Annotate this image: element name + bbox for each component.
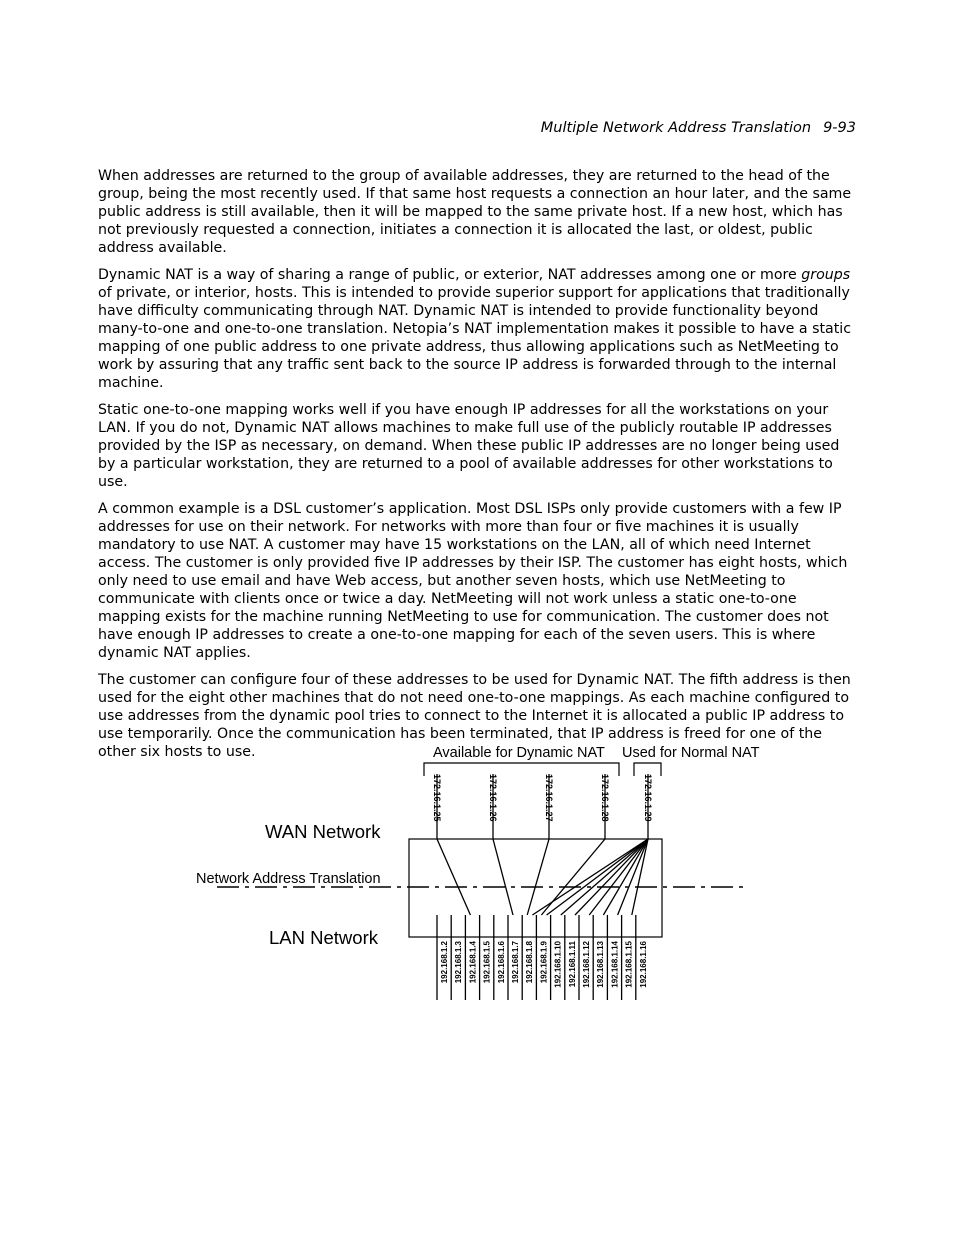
dynamic-mapping-line [437, 839, 470, 915]
private-address-label: 192.168.1.12 [582, 941, 591, 988]
private-address-label: 192.168.1.2 [440, 941, 449, 984]
private-address-label: 192.168.1.6 [496, 941, 506, 984]
dynamic-mapping-line [493, 839, 513, 915]
private-address-label: 192.168.1.10 [553, 941, 563, 988]
public-address-label: 172.16.1.27 [544, 774, 554, 822]
private-address-group [437, 915, 648, 1000]
private-address-label: 192.168.1.7 [511, 941, 520, 984]
paragraph-dynamic-nat-start: Dynamic NAT is a way of sharing a range of public, or exterior, NAT addresses among one or more [98, 267, 802, 283]
chapter-title: Multiple Network Address Translation [540, 120, 812, 136]
emphasis-groups: groups [801, 267, 851, 283]
public-address-label: 172.16.1.28 [600, 774, 610, 822]
public-address-label: 172.16.1.29 [643, 774, 653, 822]
mapping-lines [437, 839, 648, 915]
private-address-label: 192.168.1.9 [539, 941, 549, 984]
nat-label: Network Address Translation [196, 871, 381, 887]
paragraph-dsl-example: A common example is a DSL customer’s application. Most DSL ISPs only provide customers with a few IP addresses for use on their network. For networks with more than four or five machines it is usually mandatory to use NAT. A customer may have 15 workstations on the LAN, all of which need Internet access. The customer is only provided five IP addresses by their ISP. The customer has eight hosts, which only need to use email and have Web access, but another seven hosts, which use NetMeeting to communicate with clients once or twice a day. NetMeeting will not work unless a static one-to-one mapping exists for the machine running NetMeeting to use for communication. The customer does not have enough IP addresses to create a one-to-one mapping for each of the seven users. This is where dynamic NAT applies. [98, 501, 848, 661]
private-address-label: 192.168.1.14 [610, 941, 620, 988]
normal-nat-label: Used for Normal NAT [622, 745, 760, 761]
private-address-label: 192.168.1.11 [567, 941, 577, 988]
paragraph-static-mapping: Static one-to-one mapping works well if you have enough IP addresses for all the workstations on your LAN. If you do not, Dynamic NAT allows machines to make full use of the publicly routable IP addresses provided by the ISP as necessary, on demand. When these public IP addresses are no longer being used by a particular workstation, they are returned to a pool of available addresses for other workstations to use. [98, 402, 840, 490]
paragraph-dynamic-nat [98, 266, 856, 392]
page-number: 9-93 [823, 120, 856, 136]
private-address-label: 192.168.1.13 [596, 941, 606, 988]
normal-mapping-line [532, 839, 648, 915]
private-address-label: 192.168.1.4 [468, 941, 478, 984]
nat-diagram [0, 730, 954, 1020]
private-address-label: 192.168.1.16 [638, 941, 648, 988]
private-address-label: 192.168.1.5 [482, 941, 492, 984]
public-address-label: 172.16.1.25 [432, 774, 442, 822]
normal-mapping-line [575, 839, 648, 915]
running-head [541, 120, 856, 136]
normal-mapping-line [603, 839, 648, 915]
paragraph-configure-dynamic: The customer can configure four of these addresses to be used for Dynamic NAT. The fifth address is then used for the eight other machines that do not need one-to-one mappings. As each machine configured to use addresses from the dynamic pool tries to connect to the Internet it is allocated a public IP address to use temporarily. Once the communication has been terminated, that IP address is freed for one of the other six hosts to use. [98, 672, 851, 760]
paragraph-returned-addresses: When addresses are returned to the group of available addresses, they are returned to the head of the group, being the most recently used. If that same host requests a connection an hour later, and the same public address is still available, then it will be mapped to the same private host. If a new host, which has not previously requested a connection, initiates a connection it is allocated the last, or oldest, public address available. [98, 168, 852, 256]
dynamic-mapping-line [527, 839, 549, 915]
public-address-group [432, 774, 653, 839]
private-address-label: 192.168.1.8 [525, 941, 535, 984]
lan-network-label: LAN Network [269, 927, 378, 948]
dynamic-nat-label: Available for Dynamic NAT [433, 745, 605, 761]
wan-network-label: WAN Network [265, 821, 381, 842]
body-text [98, 167, 856, 770]
private-address-label: 192.168.1.15 [624, 941, 634, 988]
dynamic-nat-bracket [424, 763, 619, 776]
private-address-label: 192.168.1.3 [454, 941, 464, 984]
public-address-label: 172.16.1.26 [488, 774, 498, 822]
paragraph-dynamic-nat-end: of private, or interior, hosts. This is intended to provide superior support for applications that traditionally have difficulty communicating through NAT. Dynamic NAT is intended to provide functionality beyond many-to-one and one-to-one translation. Netopia’s NAT implementation makes it possible to have a static mapping of one public address to one private address, thus allowing applications such as NetMeeting to work by assuring that any traffic sent back to the source IP address is forwarded through to the internal machine. [98, 285, 852, 391]
